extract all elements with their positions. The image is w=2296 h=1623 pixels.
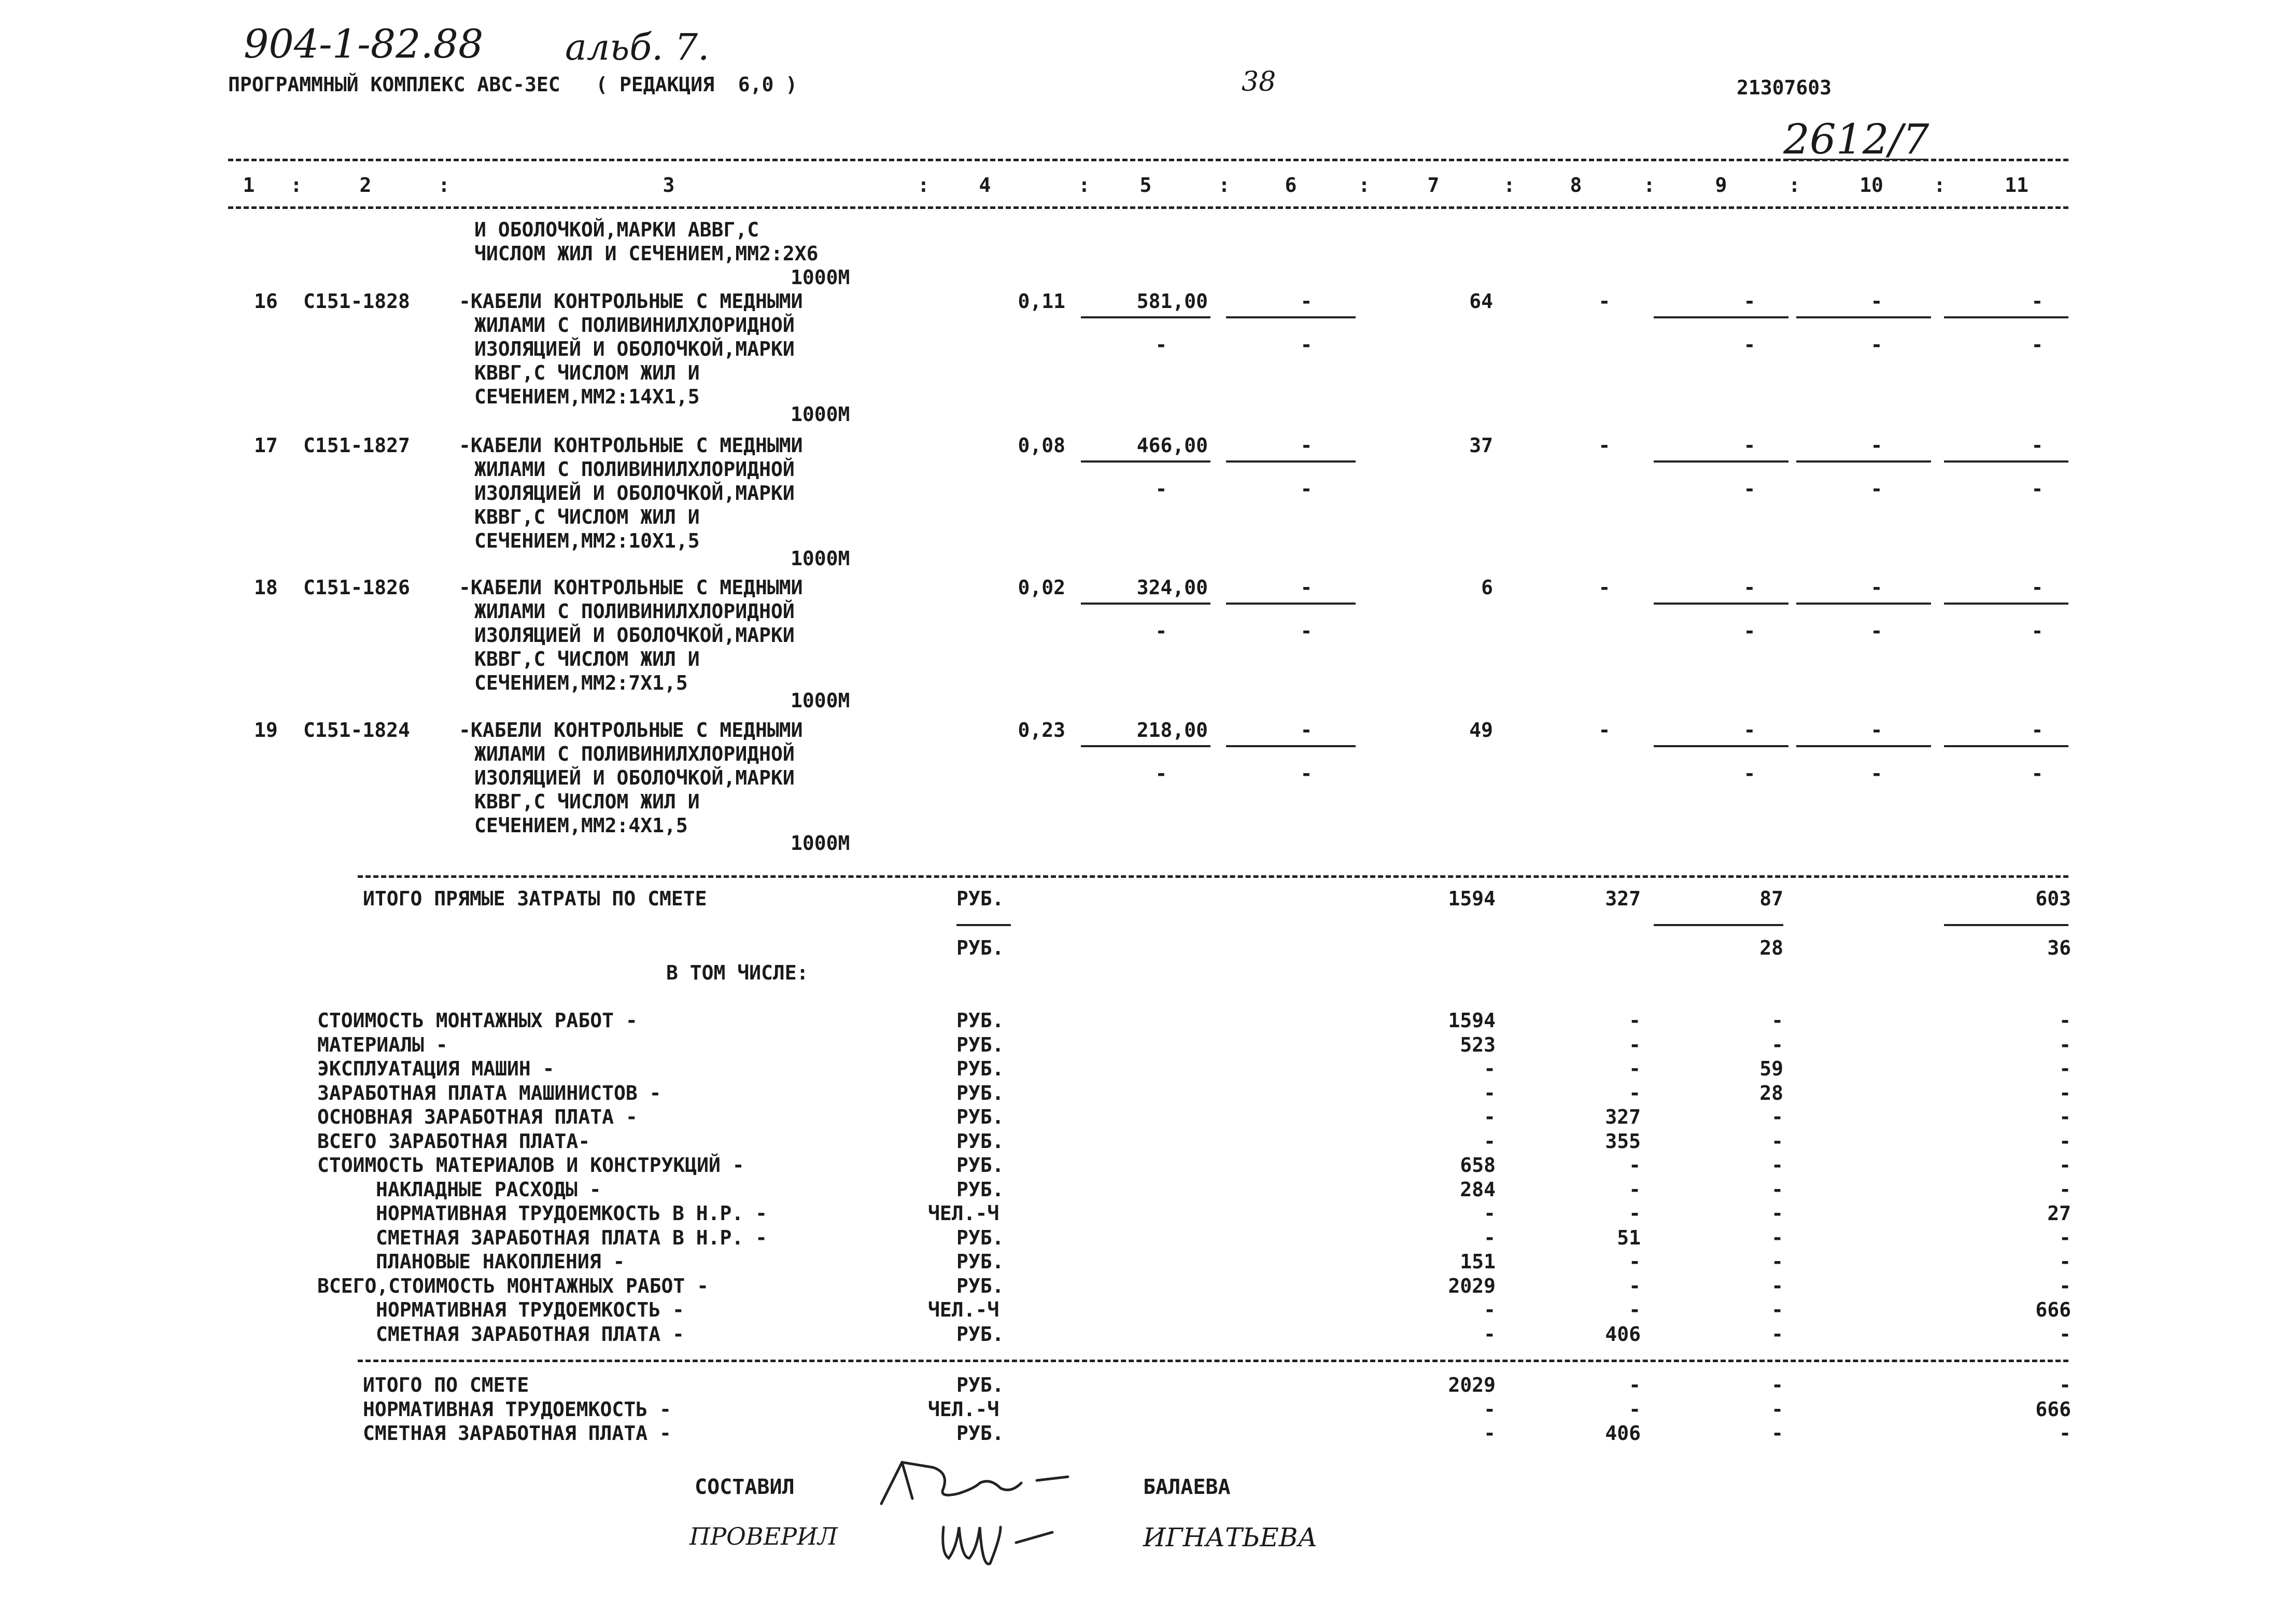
breakdown-col9: -: [1771, 1275, 1783, 1297]
breakdown-col9: -: [1771, 1250, 1783, 1273]
column-separator: :: [1358, 174, 1370, 197]
breakdown-col9: -: [1771, 1130, 1783, 1153]
totals-col9: -: [1771, 1374, 1783, 1396]
item-sub-col11: -: [2031, 620, 2044, 642]
breakdown-col7: -: [1484, 1082, 1496, 1104]
item-col11: -: [2031, 576, 2044, 599]
fraction-rule-col10: [1796, 745, 1931, 747]
breakdown-label: СТОИМОСТЬ МОНТАЖНЫХ РАБОТ -: [317, 1009, 638, 1032]
item-sub-col6: -: [1300, 762, 1313, 785]
item-col11: -: [2031, 290, 2044, 313]
item-description-line: ИЗОЛЯЦИЕЙ И ОБОЛОЧКОЙ,МАРКИ: [474, 338, 795, 360]
totals-unit: РУБ.: [956, 1374, 1004, 1396]
item-col11: -: [2031, 434, 2044, 457]
item-quantity: 0,08: [1018, 434, 1065, 457]
item-total: 49: [1469, 719, 1493, 741]
direct-costs-col9: 87: [1759, 887, 1783, 910]
item-description-line: СЕЧЕНИЕМ,ММ2:4Х1,5: [474, 814, 688, 837]
item-col6: -: [1300, 434, 1313, 457]
item-sub-col6: -: [1300, 620, 1313, 642]
column-separator: :: [1934, 174, 1946, 197]
item-sub-col5: -: [1155, 620, 1167, 642]
breakdown-col11: -: [2059, 1226, 2071, 1249]
item-col9: -: [1743, 719, 1756, 741]
item-unit-price: 218,00: [1136, 719, 1208, 741]
breakdown-unit: РУБ.: [956, 1033, 1004, 1056]
breakdown-unit: РУБ.: [956, 1226, 1004, 1249]
item-sub-col10: -: [1870, 478, 1883, 500]
item-sub-col5: -: [1155, 762, 1167, 785]
item-sub-col10: -: [1870, 333, 1883, 356]
fraction-rule-col6: [1226, 460, 1356, 463]
continuation-line: ЧИСЛОМ ЖИЛ И СЕЧЕНИЕМ,ММ2:2Х6: [474, 242, 819, 265]
breakdown-col11: -: [2059, 1275, 2071, 1297]
item-description-line: -КАБЕЛИ КОНТРОЛЬНЫЕ С МЕДНЫМИ: [459, 290, 803, 313]
row-number: 16: [254, 290, 278, 313]
breakdown-col9: -: [1771, 1226, 1783, 1249]
fraction-rule-unit: [956, 924, 1011, 926]
fraction-rule-col5: [1081, 603, 1210, 605]
fraction-rule-col11: [1944, 316, 2068, 318]
item-sub-col6: -: [1300, 333, 1313, 356]
item-col6: -: [1300, 290, 1313, 313]
breakdown-col11: -: [2059, 1323, 2071, 1346]
breakdown-col9: 28: [1759, 1082, 1783, 1104]
breakdown-label: ВСЕГО,СТОИМОСТЬ МОНТАЖНЫХ РАБОТ -: [317, 1275, 709, 1297]
fraction-rule-col6: [1226, 603, 1356, 605]
breakdown-col8: -: [1629, 1178, 1641, 1201]
direct-costs-label: ИТОГО ПРЯМЫЕ ЗАТРАТЫ ПО СМЕТЕ: [363, 887, 707, 910]
totals-col9: -: [1771, 1422, 1783, 1445]
column-header-9: 9: [1715, 174, 1727, 197]
fraction-rule-col9: [1654, 316, 1788, 318]
breakdown-unit: ЧЕЛ.-Ч: [928, 1202, 999, 1225]
breakdown-col9: -: [1771, 1009, 1783, 1032]
totals-col11: -: [2059, 1374, 2071, 1396]
breakdown-label: ВСЕГО ЗАРАБОТНАЯ ПЛАТА-: [317, 1130, 590, 1153]
breakdown-col9: -: [1771, 1106, 1783, 1128]
item-col8: -: [1598, 576, 1611, 599]
breakdown-col7: -: [1484, 1057, 1496, 1080]
breakdown-col7: 2029: [1448, 1275, 1496, 1297]
totals-unit: ЧЕЛ.-Ч: [928, 1398, 999, 1421]
item-sub-col10: -: [1870, 620, 1883, 642]
breakdown-label: ЭКСПЛУАТАЦИЯ МАШИН -: [317, 1057, 555, 1080]
direct-costs-col7: 1594: [1448, 887, 1496, 910]
item-quantity: 0,02: [1018, 576, 1065, 599]
fraction-rule-col6: [1226, 316, 1356, 318]
breakdown-col7: -: [1484, 1202, 1496, 1225]
item-code: С151-1824: [303, 719, 410, 741]
checked-name: ИГНАТЬЕВА: [1143, 1522, 1318, 1552]
totals-col8: -: [1629, 1374, 1641, 1396]
fraction-rule-col5: [1081, 745, 1210, 747]
totals-col7: 2029: [1448, 1374, 1496, 1396]
breakdown-col11: 666: [2035, 1298, 2071, 1321]
column-separator: :: [1643, 174, 1655, 197]
item-description-line: СЕЧЕНИЕМ,ММ2:7Х1,5: [474, 671, 688, 694]
totals-col8: -: [1629, 1398, 1641, 1421]
breakdown-col7: 658: [1460, 1154, 1496, 1177]
doc-code: 904-1-82.88: [244, 21, 484, 67]
breakdown-col8: -: [1629, 1033, 1641, 1056]
direct-costs-col8: 327: [1605, 887, 1641, 910]
breakdown-col11: -: [2059, 1057, 2071, 1080]
breakdown-unit: РУБ.: [956, 1009, 1004, 1032]
item-unit: 1000М: [791, 832, 850, 855]
item-sub-col5: -: [1155, 333, 1167, 356]
row-number: 18: [254, 576, 278, 599]
item-sub-col5: -: [1155, 478, 1167, 500]
breakdown-col8: 406: [1605, 1323, 1641, 1346]
item-col8: -: [1598, 719, 1611, 741]
item-description-line: КВВГ,С ЧИСЛОМ ЖИЛ И: [474, 790, 700, 813]
item-col10: -: [1870, 719, 1883, 741]
doc-id: 21307603: [1737, 76, 1832, 99]
breakdown-col9: -: [1771, 1323, 1783, 1346]
breakdown-col11: -: [2059, 1033, 2071, 1056]
breakdown-col11: -: [2059, 1250, 2071, 1273]
item-description-line: СЕЧЕНИЕМ,ММ2:14Х1,5: [474, 385, 700, 408]
breakdown-col9: -: [1771, 1178, 1783, 1201]
fraction-rule-col11: [1944, 460, 2068, 463]
totals-col7: -: [1484, 1398, 1496, 1421]
column-header-6: 6: [1285, 174, 1297, 197]
item-sub-col9: -: [1743, 762, 1756, 785]
fraction-rule-col11: [1944, 603, 2068, 605]
breakdown-col8: -: [1629, 1154, 1641, 1177]
breakdown-label: ЗАРАБОТНАЯ ПЛАТА МАШИНИСТОВ -: [317, 1082, 661, 1104]
item-quantity: 0,23: [1018, 719, 1065, 741]
breakdown-unit: РУБ.: [956, 1178, 1004, 1201]
item-description-line: КВВГ,С ЧИСЛОМ ЖИЛ И: [474, 361, 700, 384]
item-col8: -: [1598, 434, 1611, 457]
item-unit-price: 466,00: [1136, 434, 1208, 457]
column-header-5: 5: [1139, 174, 1152, 197]
item-description-line: ЖИЛАМИ С ПОЛИВИНИЛХЛОРИДНОЙ: [474, 314, 795, 337]
fraction-rule-col6: [1226, 745, 1356, 747]
column-header-10: 10: [1860, 174, 1883, 197]
totals-rule: [358, 1360, 2068, 1362]
column-header-3: 3: [663, 174, 675, 197]
direct-costs-col11-sub: 36: [2047, 936, 2071, 959]
item-total: 6: [1481, 576, 1493, 599]
breakdown-col8: -: [1629, 1202, 1641, 1225]
item-description-line: КВВГ,С ЧИСЛОМ ЖИЛ И: [474, 648, 700, 670]
item-sub-col9: -: [1743, 620, 1756, 642]
item-description-line: ЖИЛАМИ С ПОЛИВИНИЛХЛОРИДНОЙ: [474, 743, 795, 765]
item-code: С151-1828: [303, 290, 410, 313]
item-sub-col11: -: [2031, 478, 2044, 500]
item-description-line: СЕЧЕНИЕМ,ММ2:10Х1,5: [474, 529, 700, 552]
breakdown-col11: -: [2059, 1009, 2071, 1032]
breakdown-col9: -: [1771, 1033, 1783, 1056]
program-title: ПРОГРАММНЫЙ КОМПЛЕКС АВС-ЗЕС ( РЕДАКЦИЯ 6,0 ): [228, 73, 798, 96]
breakdown-col7: 151: [1460, 1250, 1496, 1273]
breakdown-unit: РУБ.: [956, 1323, 1004, 1346]
item-description-line: ЖИЛАМИ С ПОЛИВИНИЛХЛОРИДНОЙ: [474, 458, 795, 481]
item-sub-col9: -: [1743, 478, 1756, 500]
row-number: 17: [254, 434, 278, 457]
breakdown-unit: РУБ.: [956, 1250, 1004, 1273]
compiled-label: СОСТАВИЛ: [695, 1475, 795, 1499]
breakdown-label: МАТЕРИАЛЫ -: [317, 1033, 448, 1056]
breakdown-col9: -: [1771, 1298, 1783, 1321]
item-sub-col9: -: [1743, 333, 1756, 356]
item-col6: -: [1300, 576, 1313, 599]
column-header-2: 2: [359, 174, 372, 197]
totals-label: ИТОГО ПО СМЕТЕ: [363, 1374, 529, 1396]
fraction-rule-col10: [1796, 460, 1931, 463]
item-total: 64: [1469, 290, 1493, 313]
item-unit: 1000М: [791, 547, 850, 570]
item-description-line: ЖИЛАМИ С ПОЛИВИНИЛХЛОРИДНОЙ: [474, 600, 795, 623]
totals-col7: -: [1484, 1422, 1496, 1445]
breakdown-col8: -: [1629, 1082, 1641, 1104]
item-description-line: ИЗОЛЯЦИЕЙ И ОБОЛОЧКОЙ,МАРКИ: [474, 766, 795, 789]
breakdown-unit: РУБ.: [956, 1106, 1004, 1128]
item-description-line: КВВГ,С ЧИСЛОМ ЖИЛ И: [474, 506, 700, 528]
fraction-rule-col9: [1654, 924, 1783, 926]
fraction-rule-col11: [1944, 745, 2068, 747]
breakdown-col7: -: [1484, 1323, 1496, 1346]
breakdown-col7: 523: [1460, 1033, 1496, 1056]
breakdown-col11: 27: [2047, 1202, 2071, 1225]
breakdown-col8: -: [1629, 1057, 1641, 1080]
continuation-line: И ОБОЛОЧКОЙ,МАРКИ АВВГ,С: [474, 218, 759, 241]
breakdown-col7: -: [1484, 1106, 1496, 1128]
item-col9: -: [1743, 290, 1756, 313]
item-unit: 1000М: [791, 403, 850, 426]
item-total: 37: [1469, 434, 1493, 457]
item-col10: -: [1870, 290, 1883, 313]
breakdown-col8: -: [1629, 1009, 1641, 1032]
item-code: С151-1826: [303, 576, 410, 599]
totals-label: СМЕТНАЯ ЗАРАБОТНАЯ ПЛАТА -: [363, 1422, 671, 1445]
column-separator: :: [918, 174, 929, 197]
breakdown-col7: -: [1484, 1130, 1496, 1153]
item-col10: -: [1870, 576, 1883, 599]
breakdown-label: НОРМАТИВНАЯ ТРУДОЕМКОСТЬ В Н.Р. -: [376, 1202, 767, 1225]
item-description-line: -КАБЕЛИ КОНТРОЛЬНЫЕ С МЕДНЫМИ: [459, 434, 803, 457]
breakdown-col7: 284: [1460, 1178, 1496, 1201]
breakdown-unit: РУБ.: [956, 1154, 1004, 1177]
fraction-rule-col10: [1796, 316, 1931, 318]
fraction-rule-col10: [1796, 603, 1931, 605]
breakdown-col8: -: [1629, 1275, 1641, 1297]
item-col9: -: [1743, 576, 1756, 599]
column-header-8: 8: [1570, 174, 1582, 197]
breakdown-label: НАКЛАДНЫЕ РАСХОДЫ -: [376, 1178, 601, 1201]
fraction-rule-col9: [1654, 460, 1788, 463]
breakdown-col9: 59: [1759, 1057, 1783, 1080]
column-separator: :: [1218, 174, 1230, 197]
breakdown-col8: 327: [1605, 1106, 1641, 1128]
item-description-line: -КАБЕЛИ КОНТРОЛЬНЫЕ С МЕДНЫМИ: [459, 576, 803, 599]
checked-signature: [933, 1506, 1089, 1589]
item-description-line: -КАБЕЛИ КОНТРОЛЬНЫЕ С МЕДНЫМИ: [459, 719, 803, 741]
album-label: альб. 7.: [565, 26, 710, 68]
item-col9: -: [1743, 434, 1756, 457]
breakdown-label: СТОИМОСТЬ МАТЕРИАЛОВ И КОНСТРУКЦИЙ -: [317, 1154, 744, 1177]
column-header-7: 7: [1427, 174, 1440, 197]
breakdown-label: ПЛАНОВЫЕ НАКОПЛЕНИЯ -: [376, 1250, 625, 1273]
column-separator: :: [1788, 174, 1800, 197]
fraction-rule-col11: [1944, 924, 2068, 926]
item-description-line: ИЗОЛЯЦИЕЙ И ОБОЛОЧКОЙ,МАРКИ: [474, 482, 795, 505]
totals-col9: -: [1771, 1398, 1783, 1421]
breakdown-unit: РУБ.: [956, 1275, 1004, 1297]
item-unit-price: 581,00: [1136, 290, 1208, 313]
column-header-4: 4: [979, 174, 991, 197]
item-sub-col10: -: [1870, 762, 1883, 785]
breakdown-col11: -: [2059, 1154, 2071, 1177]
item-unit-price: 324,00: [1136, 576, 1208, 599]
column-separator: :: [1078, 174, 1090, 197]
item-unit: 1000М: [791, 689, 850, 712]
breakdown-col11: -: [2059, 1106, 2071, 1128]
column-separator: :: [290, 174, 302, 197]
breakdown-col11: -: [2059, 1130, 2071, 1153]
breakdown-unit: РУБ.: [956, 1057, 1004, 1080]
breakdown-unit: РУБ.: [956, 1082, 1004, 1104]
totals-unit: РУБ.: [956, 1422, 1004, 1445]
column-header-11: 11: [2005, 174, 2029, 197]
row-number: 19: [254, 719, 278, 741]
including-label: В ТОМ ЧИСЛЕ:: [666, 961, 809, 984]
column-separator: :: [438, 174, 450, 197]
stamp-number: 2612/7: [1783, 115, 1929, 163]
totals-col11: 666: [2035, 1398, 2071, 1421]
breakdown-unit: ЧЕЛ.-Ч: [928, 1298, 999, 1321]
breakdown-col8: 51: [1617, 1226, 1641, 1249]
item-sub-col11: -: [2031, 762, 2044, 785]
breakdown-col11: -: [2059, 1178, 2071, 1201]
item-sub-col11: -: [2031, 333, 2044, 356]
summary-top-rule: [358, 875, 2068, 878]
column-header-rule: [228, 206, 2068, 209]
breakdown-col7: 1594: [1448, 1009, 1496, 1032]
breakdown-col9: -: [1771, 1154, 1783, 1177]
fraction-rule-col9: [1654, 745, 1788, 747]
breakdown-col7: -: [1484, 1226, 1496, 1249]
item-code: С151-1827: [303, 434, 410, 457]
page-number: 38: [1242, 66, 1276, 97]
breakdown-col11: -: [2059, 1082, 2071, 1104]
breakdown-label: СМЕТНАЯ ЗАРАБОТНАЯ ПЛАТА В Н.Р. -: [376, 1226, 767, 1249]
breakdown-col9: -: [1771, 1202, 1783, 1225]
item-description-line: ИЗОЛЯЦИЕЙ И ОБОЛОЧКОЙ,МАРКИ: [474, 624, 795, 647]
column-separator: :: [1503, 174, 1515, 197]
fraction-rule-col5: [1081, 316, 1210, 318]
item-quantity: 0,11: [1018, 290, 1065, 313]
totals-col11: -: [2059, 1422, 2071, 1445]
breakdown-col8: -: [1629, 1298, 1641, 1321]
breakdown-col7: -: [1484, 1298, 1496, 1321]
table-top-rule: [228, 159, 2068, 161]
item-sub-col6: -: [1300, 478, 1313, 500]
direct-costs-unit: РУБ.: [956, 887, 1004, 910]
direct-costs-col11: 603: [2035, 887, 2071, 910]
totals-label: НОРМАТИВНАЯ ТРУДОЕМКОСТЬ -: [363, 1398, 671, 1421]
totals-col8: 406: [1605, 1422, 1641, 1445]
breakdown-col8: 355: [1605, 1130, 1641, 1153]
breakdown-unit: РУБ.: [956, 1130, 1004, 1153]
checked-label: ПРОВЕРИЛ: [689, 1522, 838, 1550]
compiled-name: БАЛАЕВА: [1143, 1475, 1231, 1499]
item-col6: -: [1300, 719, 1313, 741]
item-col8: -: [1598, 290, 1611, 313]
item-col11: -: [2031, 719, 2044, 741]
direct-costs-unit-sub: РУБ.: [956, 936, 1004, 959]
fraction-rule-col9: [1654, 603, 1788, 605]
continuation-unit: 1000М: [791, 266, 850, 289]
breakdown-label: СМЕТНАЯ ЗАРАБОТНАЯ ПЛАТА -: [376, 1323, 684, 1346]
breakdown-label: НОРМАТИВНАЯ ТРУДОЕМКОСТЬ -: [376, 1298, 684, 1321]
direct-costs-col9-sub: 28: [1759, 936, 1783, 959]
breakdown-label: ОСНОВНАЯ ЗАРАБОТНАЯ ПЛАТА -: [317, 1106, 638, 1128]
column-header-1: 1: [243, 174, 255, 197]
fraction-rule-col5: [1081, 460, 1210, 463]
item-col10: -: [1870, 434, 1883, 457]
breakdown-col8: -: [1629, 1250, 1641, 1273]
